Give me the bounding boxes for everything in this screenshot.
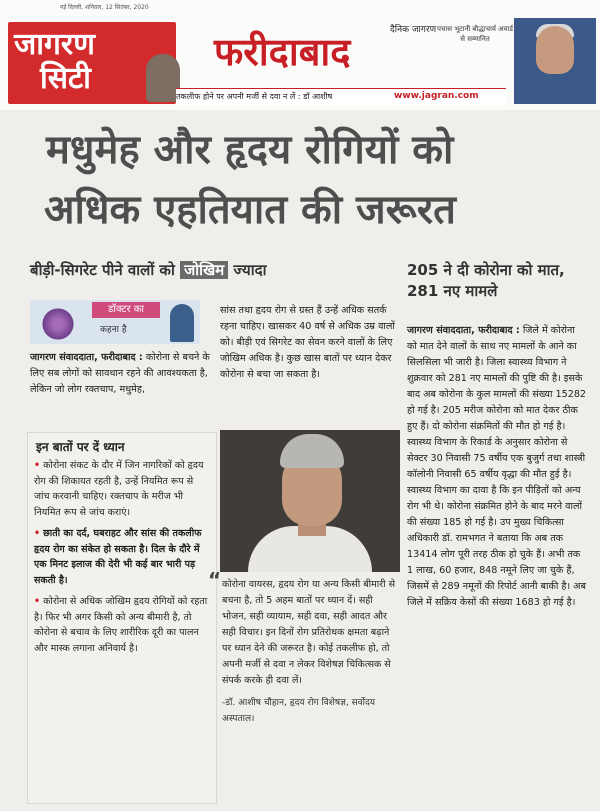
main-column-2: [220, 303, 400, 383]
banner-title: डॉक्टर का: [92, 302, 160, 318]
side-story-body: [407, 323, 587, 611]
subheadline: [30, 260, 266, 280]
tip-text: कोरोना से अधिक जोखिम हृदय रोगियों को रहता है। फिर भी अगर किसी को अन्य बीमारी है, तो कोरोना से बचाव के लिए शारीरिक दूरी का पालन और मास्क लगाना अनिवार्य है।: [34, 596, 208, 654]
side-story-byline: जागरण संवाददाता, फरीदाबाद :: [407, 325, 520, 336]
intro-byline: जागरण संवाददाता, फरीदाबाद :: [30, 352, 143, 363]
intro-column: [30, 350, 212, 398]
tips-list: [34, 458, 210, 662]
quote-byline: -डॉ. आशीष चौहान, हृदय रोग विशेषज्ञ, सर्वोदय अस्पताल।: [222, 698, 376, 724]
doctor-photo: [220, 430, 400, 572]
headline-line-2: अधिक एहतियात की जरूरत: [44, 187, 456, 233]
dateline: नई दिल्ली, शनिवार, 12 सितंबर, 2020: [60, 4, 149, 11]
strip-teaser: तकलीफ होने पर अपनी मर्जी से दवा न लें : डॉ आशीष: [176, 92, 333, 101]
tip-item: • कोरोना से अधिक जोखिम हृदय रोगियों को रहता है। फिर भी अगर किसी को अन्य बीमारी है, तो कोरोना से बचाव के लिए शारीरिक दूरी का पालन और मास्क लगाना अनिवार्य है।: [34, 596, 208, 654]
tip-item: • कोरोना संकट के दौर में जिन नागरिकों को हृदय रोग की शिकायत रहती है, उन्हें नियमित रूप से जांच करवानी चाहिए। रक्तचाप के मरीज भी नियमित रूप से जांच कराएं।: [34, 460, 204, 518]
brand-name: दैनिक जागरण: [390, 25, 437, 35]
quote-text: कोरोना वायरस, हृदय रोग या अन्य किसी बीमारी से बचना है, तो 5 अहम बातों पर ध्यान दें। सही भोजन, सही व्यायाम, सही दवा, सही आदत और सही विचार। इन दिनों रोग प्रतिरोधक क्षमता बढ़ाने पर ध्यान देने की जरूरत है। कोई तकलीफ हो, तो अपनी मर्जी से दवा न लेकर विशेषज्ञ चिकित्सक से संपर्क करके ही दवा लें।: [222, 579, 396, 686]
logo-portrait-image: [146, 54, 180, 102]
side-teaser: पचास भूटानी बौद्धाचार्य अवार्ड से सम्मानित: [437, 25, 513, 43]
logo-line-2: सिटी: [40, 61, 91, 96]
tip-item: • छाती का दर्द, घबराहट और सांस की तकलीफ हृदय रोग का संकेत हो सकता है। दिल के दौरे में एक मिनट इलाज की देरी भी कई बार भारी पड़ सकती है।: [34, 528, 202, 586]
side-story-text: जिले में कोरोना को मात देने वालों के साथ नए मामलों के आने का सिलसिला भी जारी है। जिला स्वास्थ्य विभाग ने शुक्रवार को 281 नए मामलों की पुष्टि की है। इसके बाद अब कोरोना के कुल मामलों की संख्या 15282 हो गई है। 205 मरीज कोरोना को मात देकर ठीक हुए हैं। दो कोरोना संक्रमितों की मौत हो गई है। स्वास्थ्य विभाग के रिकार्ड के अनुसार कोरोना से सेक्टर 30 निवासी 75 वर्षीय एक बुजुर्ग तथा शास्त्री कॉलोनी निवासी 65 वर्षीय वृद्धा की मौत हुई है। स्वास्थ्य विभाग का दावा है कि इन पीड़ितों को अन्य रोग भी थे। कोरोना संक्रमित होने के बाद मरने वालों की संख्या 185 हो गई है। उप मुख्य चिकित्सा अधिकारी डॉ. रामभगत ने बताया कि अब तक 13414 लोग पूरी तरह ठीक हो चुके हैं। अभी तक 1 लाख, 60 हजार, 848 नमूने लिए जा चुके हैं, जिसमें से 289 नमूनों की रिपोर्ट आनी बाकी है। अब जिले में सक्रिय केसों की संख्या 1683 हो गई है।: [407, 325, 587, 608]
col2-text: सांस तथा हृदय रोग से ग्रस्त हैं उन्हें अधिक सतर्क रहना चाहिए। खासकर 40 वर्ष से अधिक उम्र वालों को। बीड़ी एवं सिगरेट का सेवन करने वालों के लिए जोखिम अधिक है। कुछ खास बातों पर ध्यान देकर कोरोना से बचा जा सकता है।: [220, 305, 395, 380]
website-link[interactable]: www.jagran.com: [394, 91, 479, 101]
tip-text: छाती का दर्द, घबराहट और सांस की तकलीफ हृदय रोग का संकेत हो सकता है। दिल के दौरे में एक मिनट इलाज की देरी भी कई बार भारी पड़ सकती है।: [34, 528, 202, 586]
city-title: फरीदाबाद: [214, 30, 351, 74]
subhead-highlight: जोखिम: [180, 261, 228, 279]
subhead-prefix: बीड़ी-सिगरेट पीने वालों को: [30, 261, 175, 279]
banner-subtitle: कहना है: [100, 325, 127, 335]
doctor-quote: [222, 577, 400, 727]
virus-icon: [40, 306, 76, 342]
quote-icon: “: [208, 568, 222, 592]
tip-text: कोरोना संकट के दौर में जिन नागरिकों को हृदय रोग की शिकायत रहती है, उन्हें नियमित रूप से जांच करवानी चाहिए। रक्तचाप के मरीज भी नियमित रूप से जांच कराएं।: [34, 460, 204, 518]
headline-line-1: मधुमेह और हृदय रोगियों को: [46, 127, 454, 173]
subhead-suffix: ज्यादा: [233, 261, 267, 279]
intro-text: कोरोना से बचने के लिए सब लोगों को सावधान रहने की आवश्यकता है, लेकिन जो लोग रक्तचाप, मधुमेह,: [30, 352, 210, 395]
logo-line-1: जागरण: [14, 27, 95, 62]
tips-title: इन बातों पर दें ध्यान: [36, 440, 125, 454]
doctor-icon: [170, 304, 194, 342]
side-teaser-face: [536, 26, 574, 74]
side-story-headline: 205 ने दी कोरोना को मात, 281 नए मामले: [407, 261, 565, 300]
